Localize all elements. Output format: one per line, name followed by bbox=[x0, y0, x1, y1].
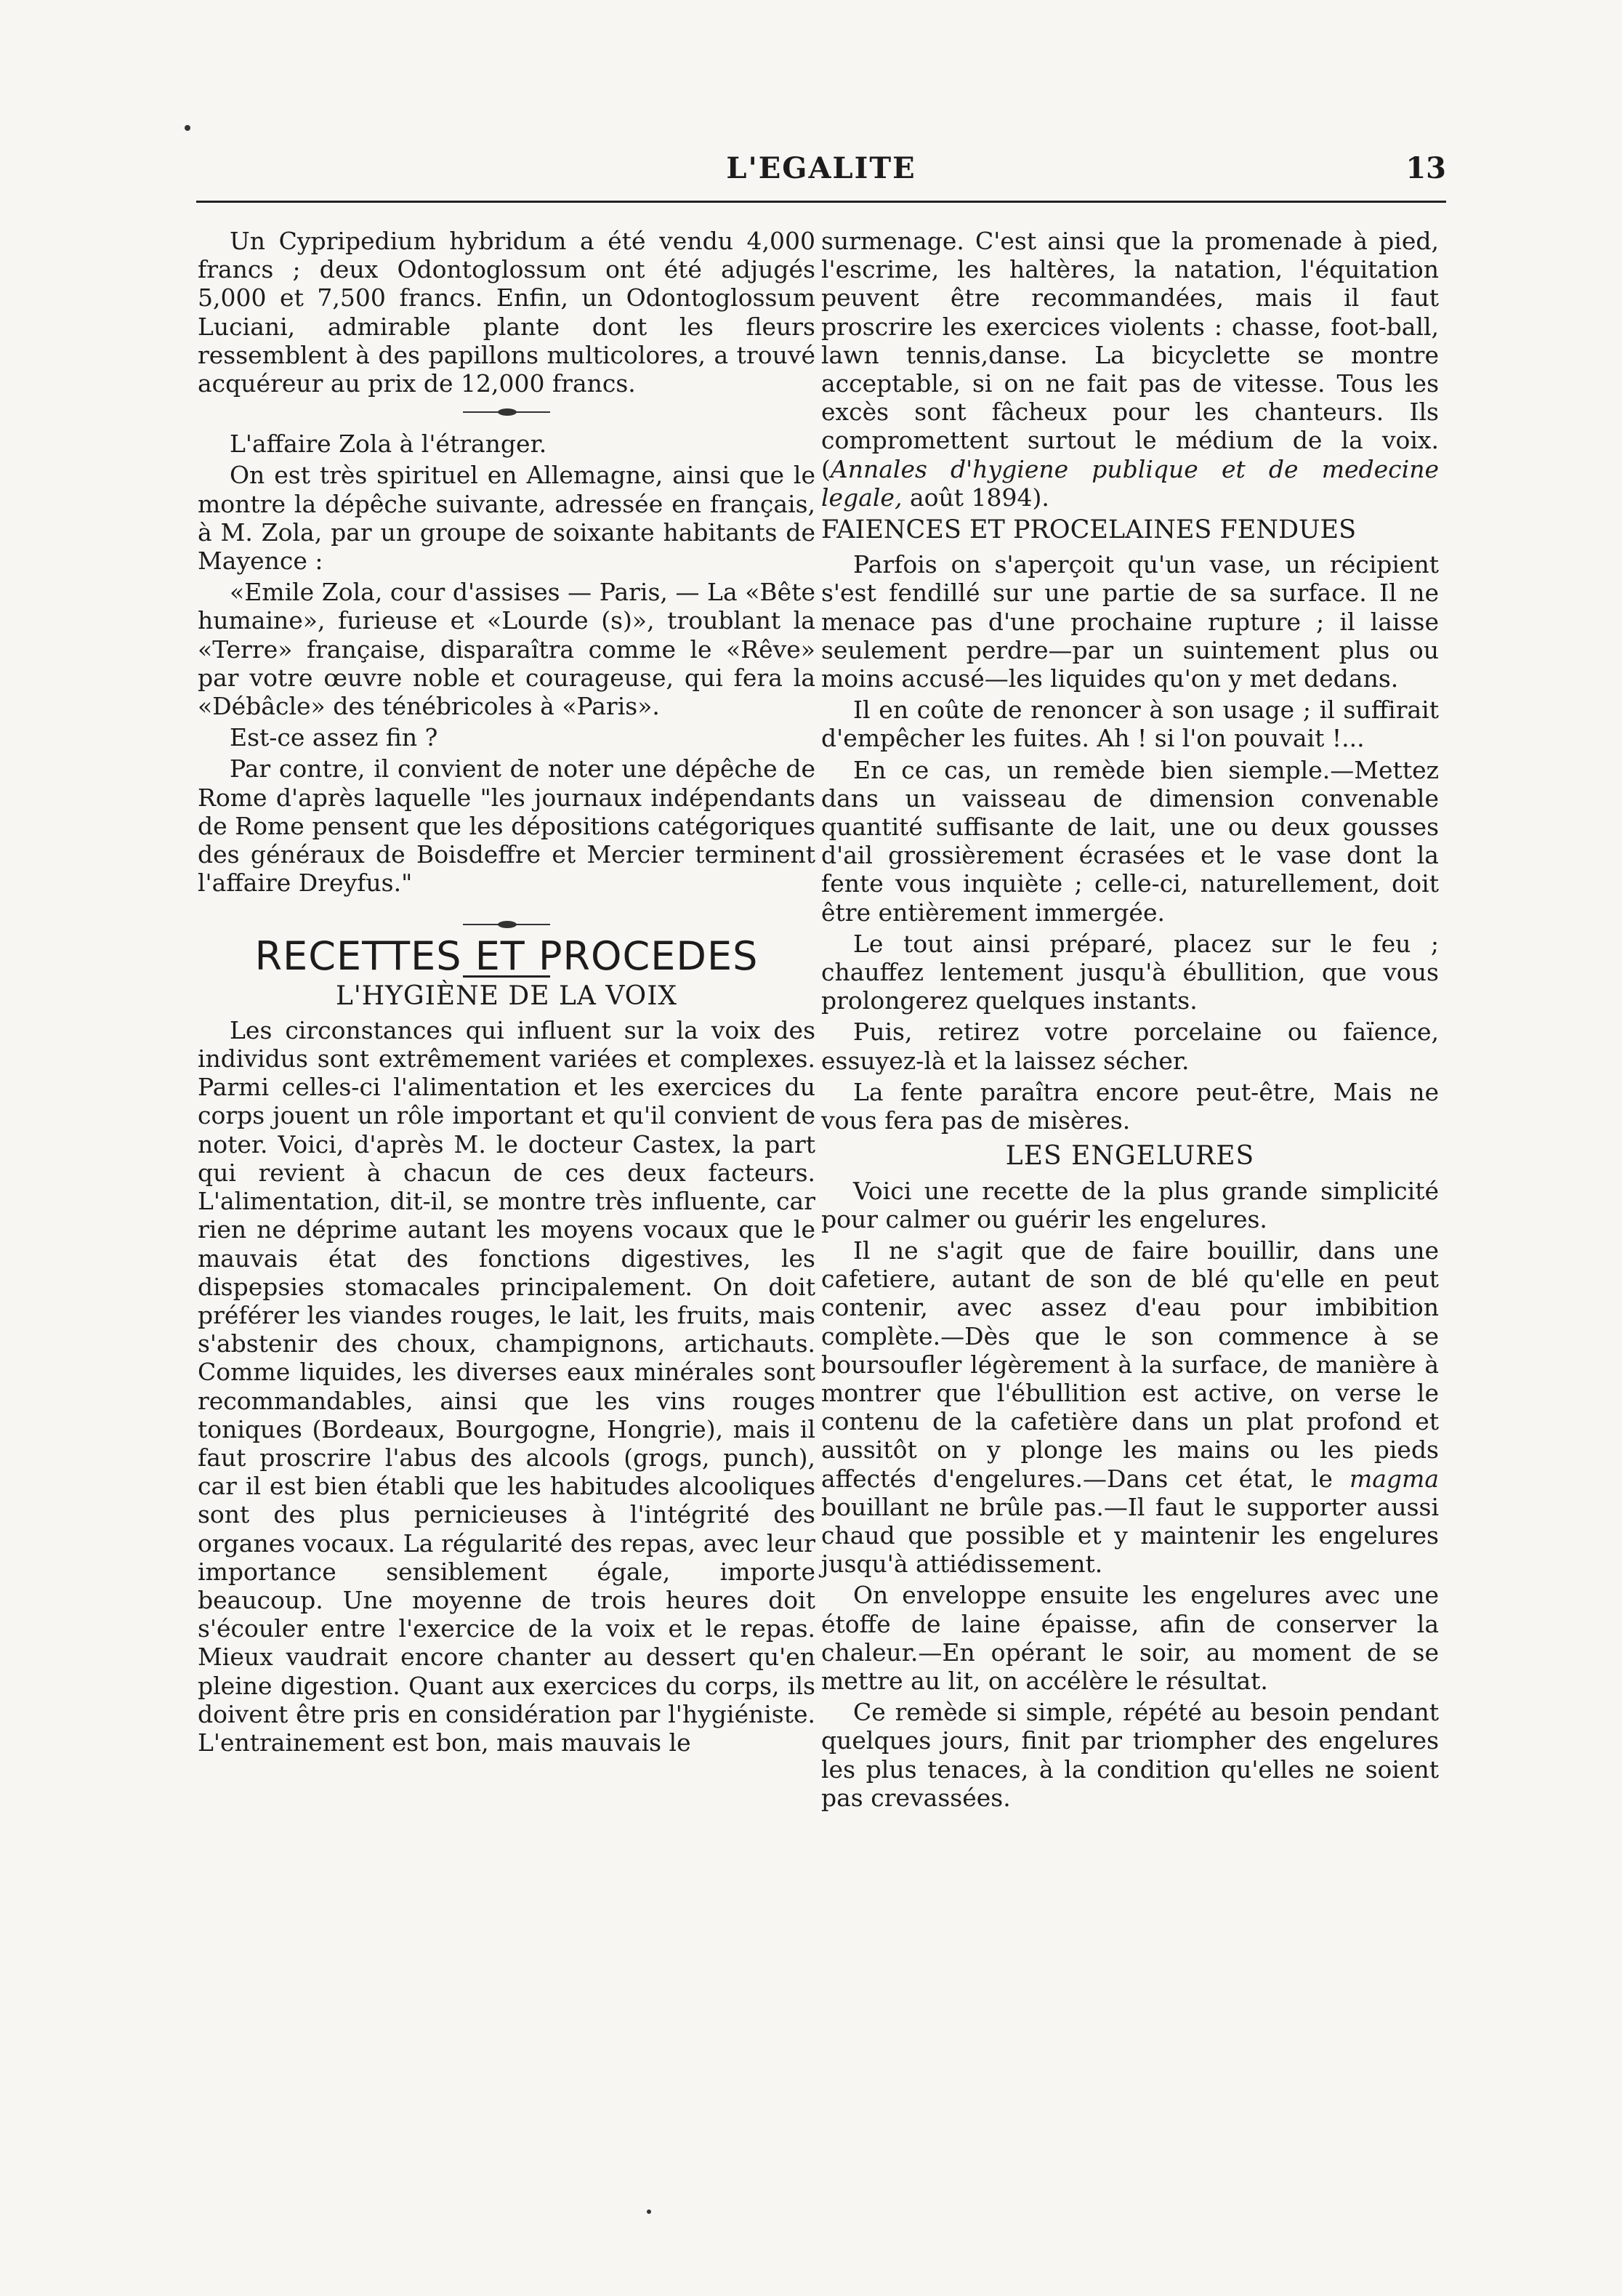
hygiene-text: surmenage. C'est ainsi que la promenade à pied, l'escrime, les haltères, la natation, l'équitation peuvent être recommandées, mais il faut proscrire les exercices violents : chasse, foot-ball, lawn tennis,danse. La bicyclette se montre acceptable, si on ne fait pas de vitesse. Tous les excès sont fâcheux pour les chanteurs. Ils compromettent surtout le médium de la voix. ( bbox=[821, 227, 1439, 483]
zola-paragraph: Par contre, il convient de noter une dépêche de Rome d'après laquelle "les journaux indépendants de Rome pensent que les dépositions catégoriques des généraux de Boisdeffre et Mercier terminent l'affaire Dreyfus." bbox=[198, 754, 815, 898]
faiences-paragraph: Le tout ainsi préparé, placez sur le feu ; chauffez lentement jusqu'à ébullition, que vous prolongerez quelques instants. bbox=[821, 929, 1439, 1015]
hygiene-paragraph: Les circonstances qui influent sur la voix des individus sont extrêmement variées et complexes. Parmi celles-ci l'alimentation et les exercices du corps jouent un rôle important et qu'il convient de noter. Voici, d'après M. le docteur Castex, la part qui revient à chacun de ces deux facteurs. L'alimentation, dit-il, se montre très influente, car rien ne déprime autant les moyens vocaux que le mauvais état des fonctions digestives, les dispepsies stomacales principalement. On doit préférer les viandes rouges, le lait, les fruits, mais s'abstenir des choux, champignons, artichauts. Comme liquides, les diverses eaux minérales sont recommandables, ainsi que les vins rouges toniques (Bordeaux, Bourgogne, Hongrie), mais il faut proscrire l'abus des alcools (grogs, punch), car il est bien établi que les habitudes alcooliques sont des plus pernicieuses à l'intégrité des organes vocaux. La régularité des repas, avec leur importance sensiblement égale, importe beaucoup. Une moyenne de trois heures doit s'écouler entre l'exercice de la voix et le repas. Mieux vaudrait encore chanter au dessert qu'en pleine digestion. Quant aux exercices du corps, ils doivent être pris en considération par l'hygiéniste. L'entrainement est bon, mais mauvais le bbox=[198, 1015, 815, 1757]
zola-paragraph: «Emile Zola, cour d'assises — Paris, — La «Bête humaine», furieuse et «Lourde (s)», troublant la «Terre» française, disparaîtra comme le «Rêve» par votre œuvre noble et courageuse, qui fera la «Débâcle» des ténébricoles à «Paris». bbox=[198, 578, 815, 721]
header-rule bbox=[196, 201, 1446, 203]
faiences-paragraph: Puis, retirez votre porcelaine ou faïence, essuyez-là et la laissez sécher. bbox=[821, 1018, 1439, 1075]
article-heading: L'HYGIÈNE DE LA VOIX bbox=[335, 980, 678, 1011]
ornament-divider bbox=[463, 919, 550, 930]
zola-title: L'affaire Zola à l'étranger. bbox=[230, 430, 547, 459]
italic-word: magma bbox=[1349, 1464, 1439, 1493]
faiences-paragraph: Il en coûte de renoncer à son usage ; il suffirait d'empêcher les fuites. Ah ! si l'on pouvait !... bbox=[821, 696, 1439, 753]
zola-paragraph: Est-ce assez fin ? bbox=[230, 723, 438, 752]
right-column bbox=[821, 227, 1439, 1815]
faiences-paragraph: Parfois on s'aperçoit qu'un vase, un récipient s'est fendillé sur une partie de sa surface. Il ne menace pas d'une prochaine rupture ; il laisse seulement perdre—par un suintement plus ou moins accusé—les liquides qu'on y met dedans. bbox=[821, 550, 1439, 693]
section-heading: RECETTES ET PROCEDES bbox=[254, 933, 759, 980]
zola-paragraph: On est très spirituel en Allemagne, ainsi que le montre la dépêche suivante, adressée en français, à M. Zola, par un groupe de soixante habitants de Mayence : bbox=[198, 461, 815, 576]
article-heading: FAIENCES ET PROCELAINES FENDUES bbox=[821, 515, 1357, 545]
hygiene-continuation bbox=[821, 227, 1439, 512]
engelures-text: Il ne s'agit que de faire bouillir, dans une cafetiere, autant de son de blé qu'elle en peut contenir, avec assez d'eau pour imbibition complète.—Dès que le son commence à se boursoufler légèrement à la surface, de manière à montrer que l'ébullition est active, on verse le contenu de la cafetière dans un plat profond et aussitôt on y plonge les mains ou les pieds affectés d'engelures.—Dans cet état, le bbox=[821, 1236, 1439, 1493]
engelures-paragraph: Voici une recette de la plus grande simplicité pour calmer ou guérir les engelures. bbox=[821, 1176, 1439, 1233]
engelures-paragraph bbox=[821, 1236, 1439, 1578]
engelures-text: bouillant ne brûle pas.—Il faut le supporter aussi chaud que possible et y maintenir les engelures jusqu'à attiédissement. bbox=[821, 1492, 1439, 1579]
engelures-paragraph: Ce remède si simple, répété au besoin pendant quelques jours, finit par triompher des engelures les plus tenaces, à la condition qu'elles ne soient pas crevassées. bbox=[821, 1698, 1439, 1812]
engelures-paragraph: On enveloppe ensuite les engelures avec une étoffe de laine épaisse, afin de conserver la chaleur.—En opérant le soir, au moment de se mettre au lit, on accélère le résultat. bbox=[821, 1581, 1439, 1695]
article-heading: LES ENGELURES bbox=[1005, 1141, 1255, 1172]
citation: Annales d'hygiene publique et de medecine legale, bbox=[821, 454, 1439, 512]
hygiene-text: août 1894). bbox=[902, 483, 1049, 512]
masthead-title: L'EGALITE bbox=[726, 151, 916, 185]
left-column bbox=[198, 227, 815, 1760]
print-speck bbox=[185, 125, 190, 131]
print-speck bbox=[647, 2210, 651, 2214]
faiences-paragraph: La fente paraîtra encore peut-être, Mais ne vous fera pas de misères. bbox=[821, 1077, 1439, 1135]
ornament-divider bbox=[463, 406, 550, 418]
page-number: 13 bbox=[1405, 151, 1446, 185]
faiences-paragraph: En ce cas, un remède bien siemple.—Mettez dans un vaisseau de dimension convenable quantité suffisante de lait, une ou deux gousses d'ail grossièrement écrasées et le vase dont la fente vous inquiète ; celle-ci, naturellement, doit être entièrement immergée. bbox=[821, 755, 1439, 927]
page-header bbox=[196, 151, 1446, 192]
orchid-paragraph: Un Cypripedium hybridum a été vendu 4,000 francs ; deux Odontoglossum ont été adjugés 5,000 et 7,500 francs. Enfin, un Odontoglossum Luciani, admirable plante dont les fleurs ressemblent à des papillons multicolores, a trouvé acquéreur au prix de 12,000 francs. bbox=[198, 227, 815, 398]
